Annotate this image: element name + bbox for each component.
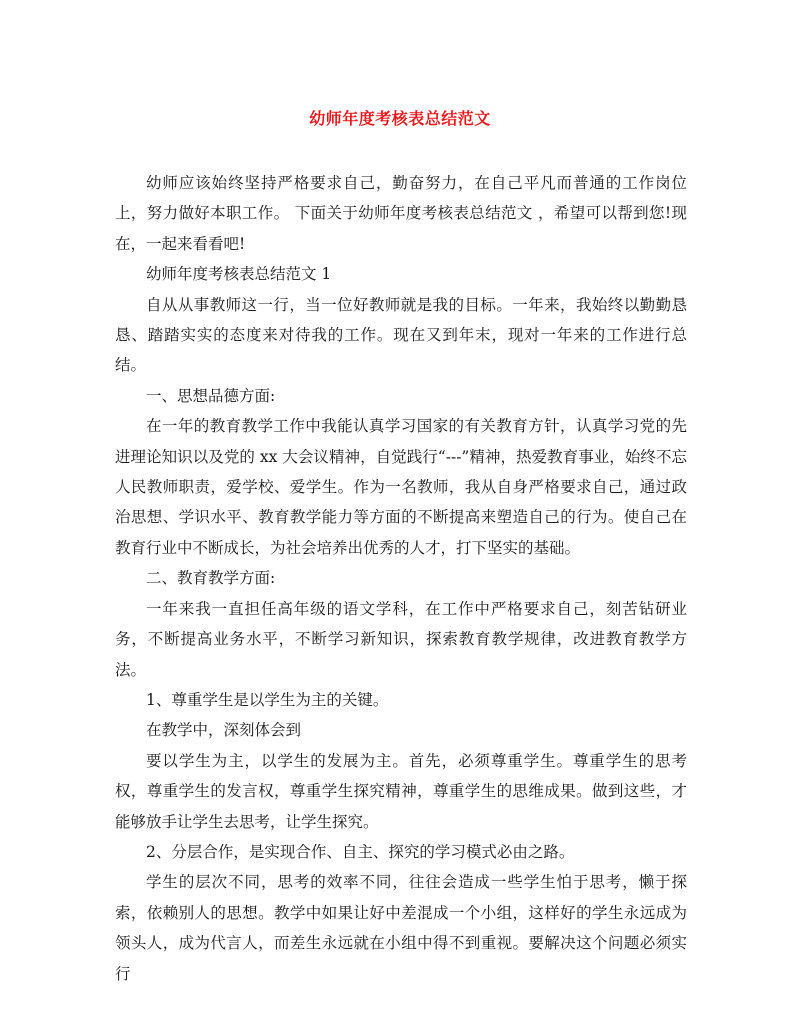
document-body	[115, 168, 687, 989]
point-2-paragraph: 学生的层次不同，思考的效率不同，往往会造成一些学生怕于思考，懒于探索，依赖别人的思想。教学中如果让好中差混成一个小组，这样好的学生永远成为领头人，成为代言人，而差生永远就在小组中得不到重视。要解决这个问题必须实行	[115, 873, 687, 983]
teaching-paragraph: 一年来我一直担任高年级的语文学科，在工作中严格要求自己，刻苦钻研业务，不断提高业务水平，不断学习新知识，探索教育教学规律，改进教育教学方法。	[115, 599, 687, 679]
opening-paragraph: 自从从事教师这一行，当一位好教师就是我的目标。一年来，我始终以勤勤恳恳、踏踏实实的态度来对待我的工作。现在又到年末，现对一年来的工作进行总结。	[115, 295, 687, 375]
document-title: 幼师年度考核表总结范文	[309, 109, 491, 128]
ideology-paragraph: 在一年的教育教学工作中我能认真学习国家的有关教育方针，认真学习党的先进理论知识以及党的 xx 大会议精神，自觉践行“---”精神，热爱教育事业，始终不忘人民教师职责，爱学校、爱学生。作为一名教师，我从自身严格要求自己，通过政治思想、学识水平、教育教学能力等方面的不断提高来塑造自己的行为。使自己在教育行业中不断成长，为社会培养出优秀的人才，打下坚实的基础。	[115, 417, 687, 557]
heading-ideology: 一、思想品德方面:	[146, 386, 276, 405]
intro-paragraph: 幼师应该始终坚持严格要求自己，勤奋努力，在自己平凡而普通的工作岗位上，努力做好本职工作。 下面关于幼师年度考核表总结范文 ，希望可以帮到您!现在，一起来看看吧!	[115, 174, 687, 253]
section-title-1: 幼师年度考核表总结范文 1	[146, 265, 332, 284]
point-2-heading: 2、分层合作，是实现合作、自主、探究的学习模式必由之路。	[146, 842, 575, 861]
point-1-heading: 1、尊重学生是以学生为主的关键。	[146, 690, 389, 709]
heading-teaching: 二、教育教学方面:	[146, 569, 276, 588]
point-1-lead: 在教学中，深刻体会到	[146, 721, 302, 740]
point-1-paragraph: 要以学生为主，以学生的发展为主。首先，必须尊重学生。尊重学生的思考权，尊重学生的发言权，尊重学生探究精神，尊重学生的思维成果。做到这些，才能够放手让学生去思考，让学生探究。	[115, 751, 687, 831]
